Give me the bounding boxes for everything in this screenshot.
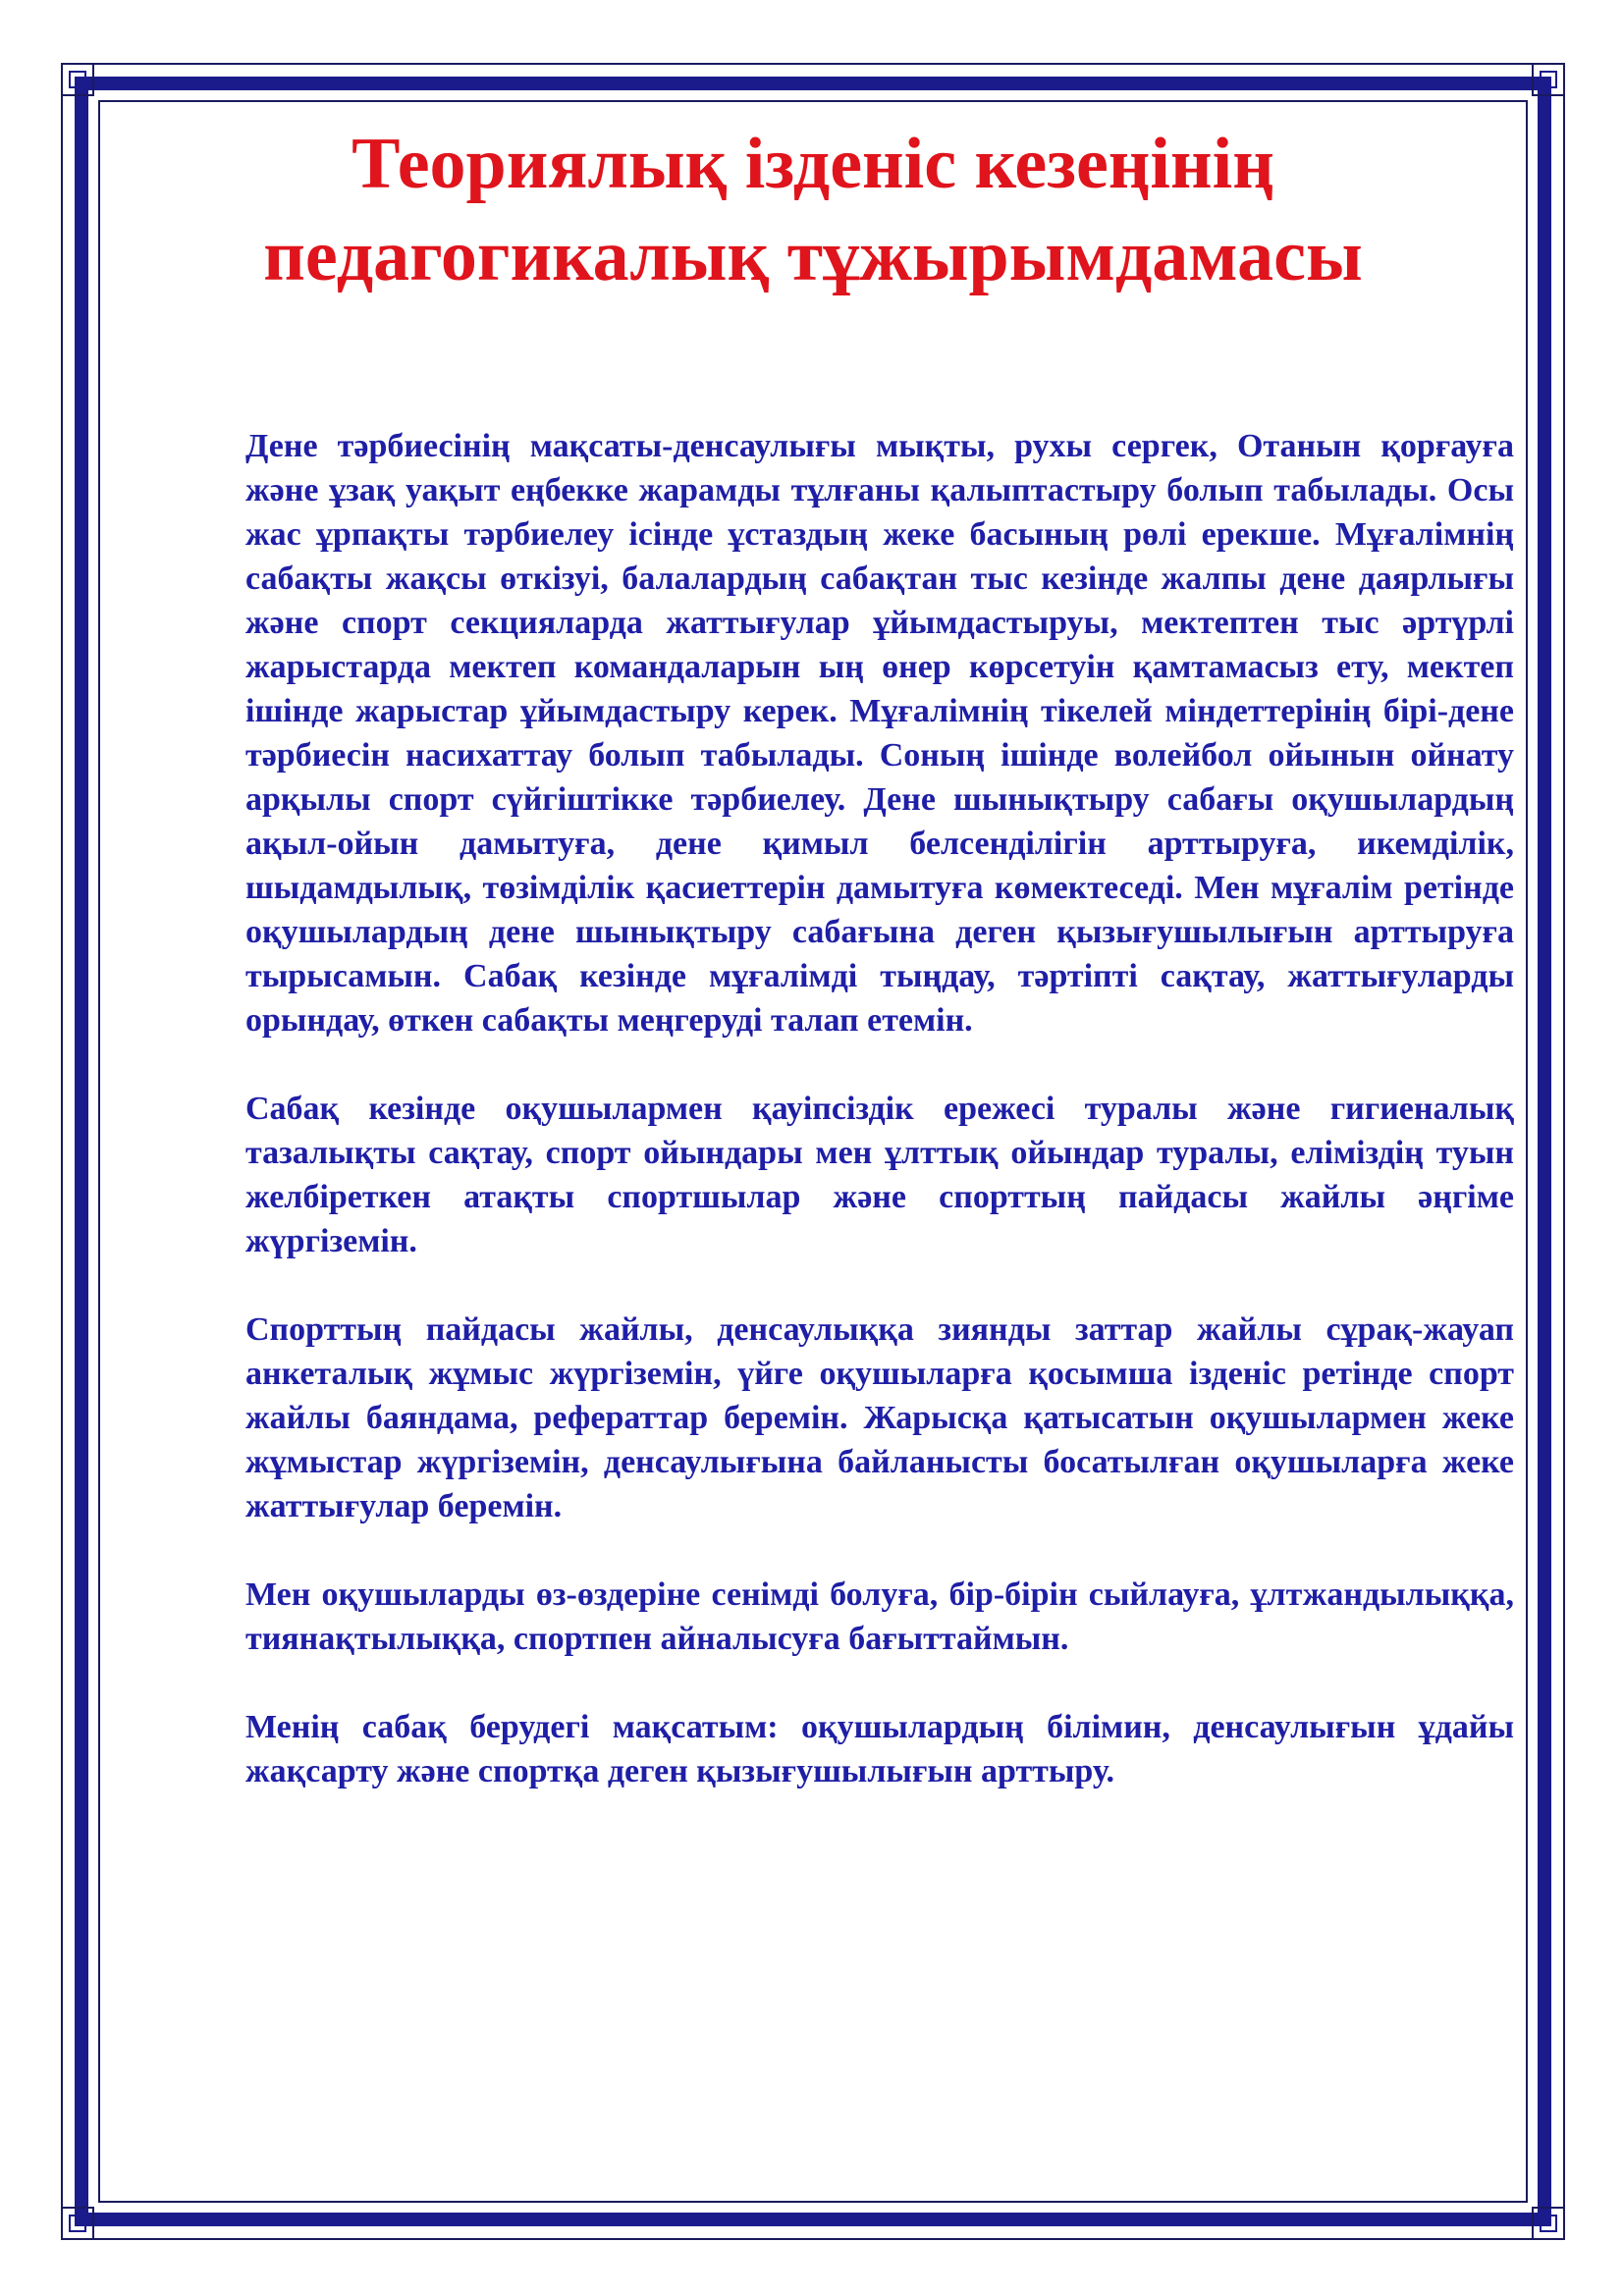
paragraph-1: Дене тәрбиесінің мақсаты-денсаулығы мықты, рухы сергек, Отанын қорғауға және ұзақ уақыт еңбекке жарамды тұлғаны қалыптастыру болып табылады. Осы жас ұрпақты тәрбиелеу ісінде ұстаздың жеке басының рөлі ерекше. Мұғалімнің сабақты жақсы өткізуі, балалардың сабақтан тыс кезінде жалпы дене даярлығы және спорт секцияларда жаттығулар ұйымдастыруы, мектептен тыс әртүрлі жарыстарда мектеп командаларын ың өнер көрсетуін қамтамасыз ету, мектеп ішінде жарыстар ұйымдастыру керек. Мұғалімнің тікелей міндеттерінің бірі-дене тәрбиесін насихаттау болып табылады. Соның ішінде волейбол ойынын ойнату арқылы спорт сүйгіштікке тәрбиелеу. Дене шынықтыру сабағы оқушылардың ақыл-ойын дамытуға, дене қимыл белсенділігін арттыруға, икемділік, шыдамдылық, төзімділік қасиеттерін дамытуға көмектеседі. Мен мұғалім ретінде оқушылардың дене шынықтыру сабағына деген қызығушылығын арттыруға тырысамын. Сабақ кезінде мұғалімді тыңдау, тәртіпті сақтау, жаттығуларды орындау, өткен сабақты меңгеруді талап етемін. xyxy=(245,428,1514,1039)
frame-corner-ornament xyxy=(1532,2207,1565,2240)
paragraph-2: Сабақ кезінде оқушылармен қауіпсіздік ережесі туралы және гигиеналық тазалықты сақтау, спорт ойындары мен ұлттық ойындар туралы, еліміздің туын желбіреткен атақты спортшылар және спорттың пайдасы жайлы әңгіме жүргіземін. xyxy=(245,1091,1514,1259)
page-title-line-2: педагогикалық тұжырымдамасы xyxy=(263,216,1363,296)
paragraph-4: Мен оқушыларды өз-өздеріне сенімді болуға, бір-бірін сыйлауға, ұлтжандылыққа, тиянақтылыққа, спортпен айналысуға бағыттаймын. xyxy=(245,1576,1514,1657)
paragraph-5: Менің сабақ берудегі мақсатым: оқушылардың білімин, денсаулығын ұдайы жақсарту және спортқа деген қызығушылығын арттыру. xyxy=(245,1709,1514,1789)
frame-corner-ornament xyxy=(61,2207,94,2240)
frame-corner-ornament xyxy=(1532,63,1565,96)
page-title-line-1: Теориялық ізденіс кезеңінің xyxy=(352,124,1274,204)
paragraph-3: Спорттың пайдасы жайлы, денсаулыққа зиянды заттар жайлы сұрақ-жауап анкеталық жұмыс жүргіземін, үйге оқушыларға қосымша ізденіс ретінде спорт жайлы баяндама, рефераттар беремін. Жарысқа қатысатын оқушылармен жеке жұмыстар жүргіземін, денсаулығына байланысты босатылған оқушыларға жеке жаттығулар беремін. xyxy=(245,1311,1514,1524)
page-title xyxy=(167,118,1459,302)
body-text xyxy=(245,424,1514,1793)
frame-corner-ornament xyxy=(61,63,94,96)
